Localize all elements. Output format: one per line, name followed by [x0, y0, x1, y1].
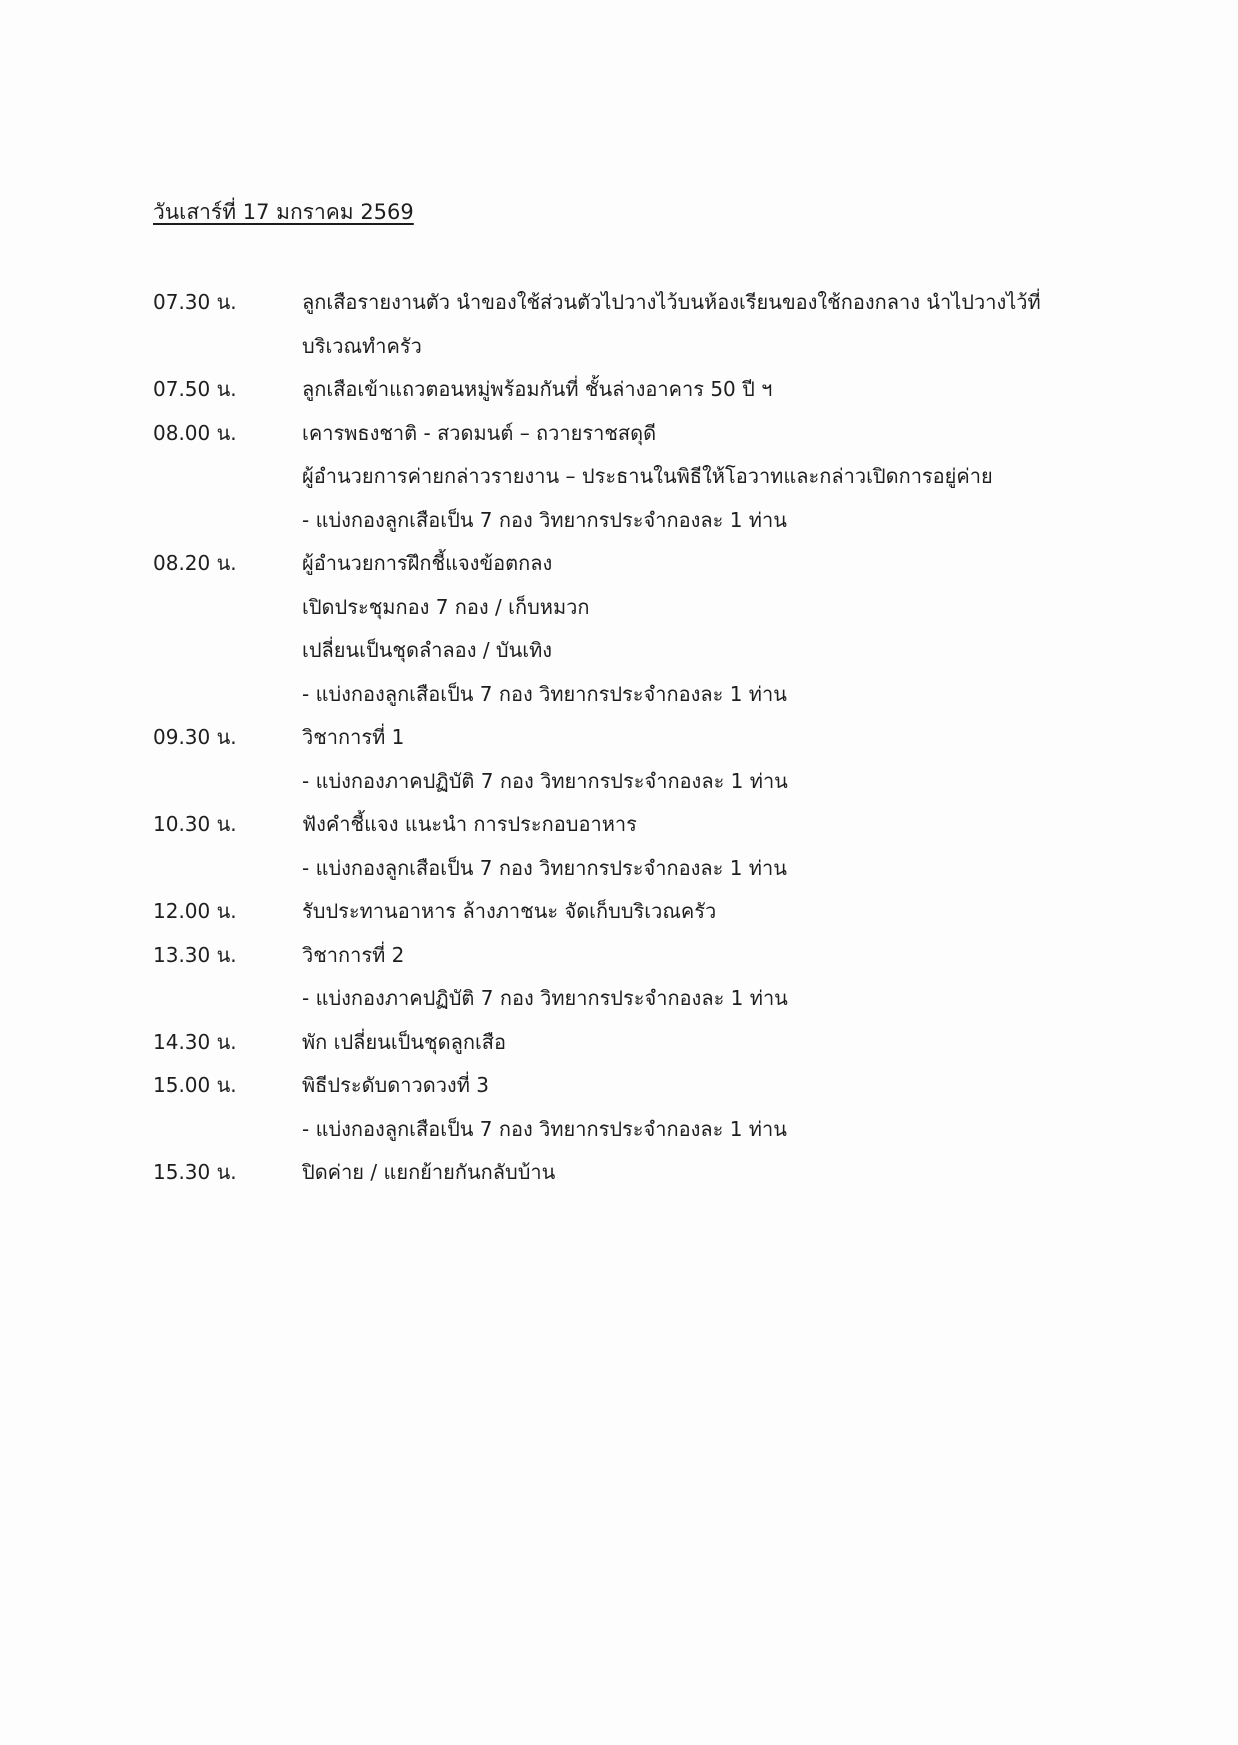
schedule-entry: [153, 1024, 1103, 1068]
schedule-activity: [302, 284, 1103, 371]
schedule-activity: [302, 371, 1103, 415]
schedule-time: 07.30 น.: [153, 290, 237, 314]
schedule-time: 12.00 น.: [153, 899, 237, 923]
activity-line: รับประทานอาหาร ล้างภาชนะ จัดเก็บบริเวณครัว: [302, 899, 717, 923]
schedule-entry: [153, 719, 1103, 806]
activity-line: วิชาการที่ 1: [302, 725, 405, 749]
schedule-activity: [302, 719, 1103, 806]
activity-line: ผู้อำนวยการค่ายกล่าวรายงาน – ประธานในพิธีให้โอวาทและกล่าวเปิดการอยู่ค่าย: [302, 464, 993, 488]
schedule-entry: [153, 415, 1103, 546]
schedule-activity: [302, 1024, 1103, 1068]
schedule-time: 10.30 น.: [153, 812, 237, 836]
activity-line: - แบ่งกองลูกเสือเป็น 7 กอง วิทยากรประจำกองละ 1 ท่าน: [302, 507, 787, 532]
schedule-entry: [153, 937, 1103, 1024]
activity-line: ผู้อำนวยการฝึกชี้แจงข้อตกลง: [302, 551, 553, 575]
schedule-time: 13.30 น.: [153, 942, 237, 967]
schedule-entry: [153, 893, 1103, 937]
activity-line: - แบ่งกองภาคปฏิบัติ 7 กอง วิทยากรประจำกองละ 1 ท่าน: [302, 768, 788, 793]
activity-line: ปิดค่าย / แยกย้ายกันกลับบ้าน: [302, 1160, 556, 1184]
schedule-activity: [302, 1154, 1103, 1198]
activity-line: - แบ่งกองลูกเสือเป็น 7 กอง วิทยากรประจำกองละ 1 ท่าน: [302, 1116, 787, 1141]
schedule-time: 08.00 น.: [153, 420, 237, 445]
schedule-entry: [153, 545, 1103, 719]
schedule-activity: [302, 806, 1103, 893]
activity-line: ฟังคำชี้แจง แนะนำ การประกอบอาหาร: [302, 812, 637, 836]
activity-line: เปลี่ยนเป็นชุดลำลอง / บันเทิง: [302, 638, 553, 662]
schedule-entry: [153, 284, 1103, 371]
schedule-activity: [302, 1067, 1103, 1154]
activity-line: ลูกเสือเข้าแถวตอนหมู่พร้อมกันที่ ชั้นล่างอาคาร 50 ปี ฯ: [302, 377, 773, 401]
schedule-time: 09.30 น.: [153, 725, 237, 749]
schedule-list: [153, 284, 1103, 1198]
schedule-time: 14.30 น.: [153, 1029, 237, 1054]
date-heading: วันเสาร์ที่ 17 มกราคม 2569: [153, 200, 414, 224]
schedule-time: 08.20 น.: [153, 551, 237, 575]
activity-line: เคารพธงชาติ - สวดมนต์ – ถวายราชสดุดี: [302, 420, 657, 445]
activity-line: พิธีประดับดาวดวงที่ 3: [302, 1073, 489, 1097]
schedule-time: 15.00 น.: [153, 1073, 237, 1097]
schedule-entry: [153, 806, 1103, 893]
activity-line: ลูกเสือรายงานตัว นำของใช้ส่วนตัวไปวางไว้บนห้องเรียนของใช้กองกลาง นำไปวางไว้ที่: [302, 290, 1041, 314]
schedule-entry: [153, 1154, 1103, 1198]
activity-line: - แบ่งกองลูกเสือเป็น 7 กอง วิทยากรประจำกองละ 1 ท่าน: [302, 681, 787, 706]
schedule-entry: [153, 371, 1103, 415]
schedule-activity: [302, 893, 1103, 937]
activity-line: บริเวณทำครัว: [302, 333, 422, 358]
activity-line: เปิดประชุมกอง 7 กอง / เก็บหมวก: [302, 594, 590, 619]
schedule-activity: [302, 415, 1103, 546]
schedule-time: 15.30 น.: [153, 1160, 237, 1184]
activity-line: - แบ่งกองภาคปฏิบัติ 7 กอง วิทยากรประจำกองละ 1 ท่าน: [302, 986, 788, 1010]
activity-line: พัก เปลี่ยนเป็นชุดลูกเสือ: [302, 1029, 507, 1054]
schedule-activity: [302, 937, 1103, 1024]
activity-line: - แบ่งกองลูกเสือเป็น 7 กอง วิทยากรประจำกองละ 1 ท่าน: [302, 855, 787, 880]
schedule-entry: [153, 1067, 1103, 1154]
schedule-activity: [302, 545, 1103, 719]
schedule-time: 07.50 น.: [153, 377, 237, 401]
activity-line: วิชาการที่ 2: [302, 942, 405, 967]
